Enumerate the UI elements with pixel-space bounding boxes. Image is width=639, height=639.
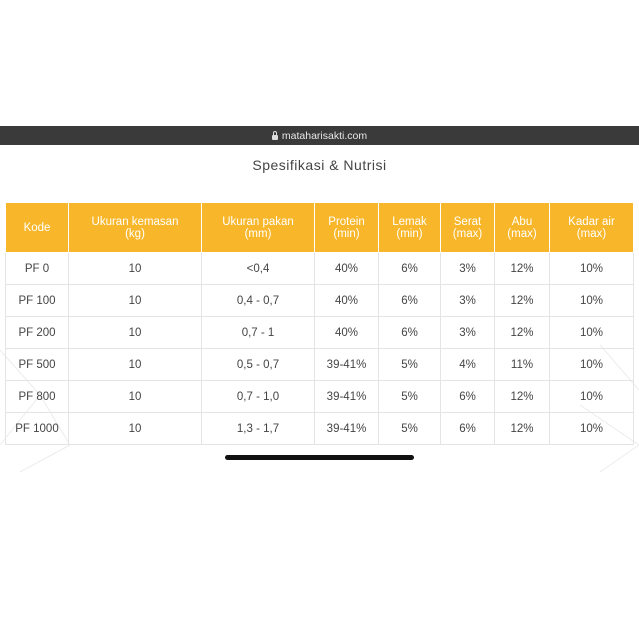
browser-url-bar[interactable] (0, 126, 639, 145)
table-cell: 6% (379, 317, 441, 349)
column-header (495, 203, 550, 253)
column-header (202, 203, 315, 253)
table-cell: 3% (441, 253, 495, 285)
url-text: mataharisakti.com (281, 129, 368, 142)
table-cell: 12% (495, 253, 550, 285)
table-cell: 10 (69, 413, 202, 445)
table-cell: 40% (315, 285, 379, 317)
table-cell: 39-41% (315, 381, 379, 413)
table-cell: 10 (69, 253, 202, 285)
column-header-unit: (mm) (244, 227, 272, 240)
column-header (550, 203, 634, 253)
table-row (6, 317, 634, 349)
table-row (6, 381, 634, 413)
table-cell: 12% (495, 381, 550, 413)
table-cell: 39-41% (315, 413, 379, 445)
column-header-label: Ukuran kemasan (91, 215, 179, 228)
table-cell: 0,5 - 0,7 (202, 349, 315, 381)
column-header-label: Protein (328, 215, 365, 228)
column-header-label: Kadar air (568, 215, 615, 228)
spec-table (5, 202, 634, 445)
column-header (69, 203, 202, 253)
table-cell: 10 (69, 381, 202, 413)
table-cell: 12% (495, 317, 550, 349)
table-cell: 1,3 - 1,7 (202, 413, 315, 445)
column-header-label: Lemak (392, 215, 427, 228)
table-cell: 0,7 - 1 (202, 317, 315, 349)
table-cell: PF 1000 (6, 413, 69, 445)
table-cell: 10% (550, 413, 634, 445)
table-cell: 3% (441, 285, 495, 317)
table-cell: 0,7 - 1,0 (202, 381, 315, 413)
table-cell: 6% (441, 381, 495, 413)
column-header-unit: (max) (507, 227, 537, 240)
table-row (6, 349, 634, 381)
table-body (6, 253, 634, 445)
column-header-unit: (min) (396, 227, 423, 240)
column-header-label: Ukuran pakan (222, 215, 294, 228)
lock-icon (272, 135, 278, 140)
column-header-label: Abu (511, 215, 533, 228)
table-cell: 12% (495, 285, 550, 317)
table-cell: 5% (379, 381, 441, 413)
table-cell: 39-41% (315, 349, 379, 381)
table-cell: 40% (315, 253, 379, 285)
table-cell: 6% (379, 253, 441, 285)
column-header (6, 203, 69, 253)
table-row (6, 253, 634, 285)
table-cell: 12% (495, 413, 550, 445)
column-header-label: Kode (23, 221, 51, 234)
table-header-row (6, 203, 634, 253)
table-cell: 10 (69, 349, 202, 381)
table-cell: 4% (441, 349, 495, 381)
table-cell: 10 (69, 285, 202, 317)
table-cell: 11% (495, 349, 550, 381)
table-cell: 5% (379, 349, 441, 381)
page-title: Spesifikasi & Nutrisi (252, 157, 387, 173)
column-header-unit: (max) (576, 227, 607, 240)
column-header-unit: (max) (452, 227, 483, 240)
table-cell: <0,4 (202, 253, 315, 285)
table-cell: 6% (379, 285, 441, 317)
table-cell: PF 500 (6, 349, 69, 381)
column-header (315, 203, 379, 253)
table-cell: 10% (550, 381, 634, 413)
table-cell: 5% (379, 413, 441, 445)
column-header (379, 203, 441, 253)
page-content (0, 145, 639, 472)
column-header-unit: (kg) (125, 227, 145, 240)
column-header-label: Serat (453, 215, 482, 228)
table-cell: 10 (69, 317, 202, 349)
table-cell: PF 200 (6, 317, 69, 349)
table-row (6, 413, 634, 445)
table-cell: 6% (441, 413, 495, 445)
column-header-unit: (min) (333, 227, 360, 240)
table-cell: PF 800 (6, 381, 69, 413)
table-cell: 40% (315, 317, 379, 349)
table-cell: 3% (441, 317, 495, 349)
table-cell: 0,4 - 0,7 (202, 285, 315, 317)
table-cell: PF 0 (6, 253, 69, 285)
table-cell: 10% (550, 317, 634, 349)
table-cell: 10% (550, 285, 634, 317)
home-indicator[interactable] (225, 455, 414, 460)
table-cell: PF 100 (6, 285, 69, 317)
table-cell: 10% (550, 253, 634, 285)
table-row (6, 285, 634, 317)
table-cell: 10% (550, 349, 634, 381)
column-header (441, 203, 495, 253)
